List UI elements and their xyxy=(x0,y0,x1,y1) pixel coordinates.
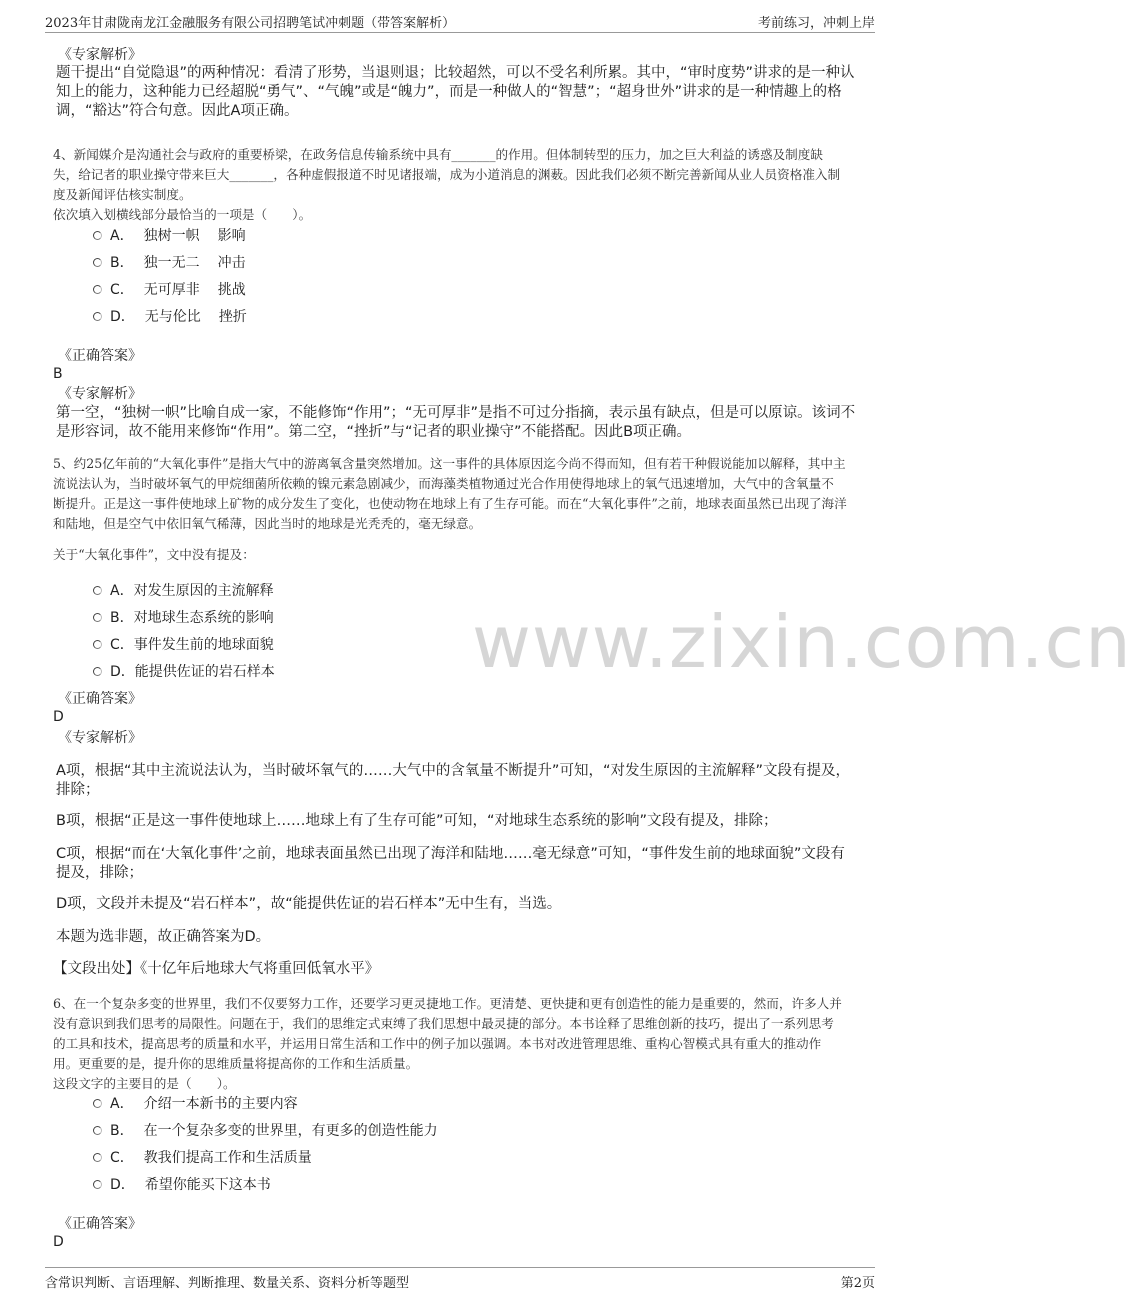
page-footer xyxy=(45,1267,875,1290)
correct-answer: B xyxy=(53,366,63,382)
question-5-stem: 5、约25亿年前的“大氧化事件”是指大气中的游离氧含量突然增加。这一事件的具体原因迄今尚不得而知，但有若干种假说能加以解释，其中主 流说法认为，当时破坏氧气的甲烷细菌所依赖的镍元素急剧减少，而海藻类植物通过光合作用使得地球上的氧气迅速增加，大气中的含氧量不 断提升。正是这一事件使地球上矿物的成分发生了变化，也使动物在地球上有了生存可能。而在“大氧化事件”之前，地球表面虽然已出现了海洋 和陆地，但是空气中依旧氧气稀薄，因此当时的地球是光秃秃的，毫无绿意。 xyxy=(53,456,847,531)
footer-note: 含常识判断、言语理解、判断推理、数量关系、资料分析等题型 xyxy=(45,1276,410,1291)
page-header xyxy=(45,10,875,33)
correct-answer: D xyxy=(53,709,64,725)
radio-icon[interactable] xyxy=(93,312,102,321)
analysis-text: 题干提出“自觉隐退”的两种情况：看清了形势，当退则退；比较超然，可以不受名利所累。其中，“审时度势”讲求的是一种认 知上的能力，这种能力已经超脱“勇气”、“气魄”或是“魄力”，而是一种做人的“智慧”；“超身世外”讲求的是一种情趣上的格 调，“豁达”符合句意。因此A项正确。 xyxy=(56,65,855,119)
correct-answer-label: 《正确答案》 xyxy=(58,348,142,364)
question-4-option-a[interactable]: A． 独树一帜 影响 xyxy=(93,225,246,247)
expert-analysis-label: 《专家解析》 xyxy=(58,47,142,63)
question-4-option-b[interactable]: B． 独一无二 冲击 xyxy=(93,252,246,274)
document-title: 2023年甘肃陇南龙江金融服务有限公司招聘笔试冲刺题（带答案解析） xyxy=(45,16,456,31)
radio-icon[interactable] xyxy=(93,1153,102,1162)
page-number: 第2页 xyxy=(840,1276,875,1291)
question-6-option-c[interactable]: C． 教我们提高工作和生活质量 xyxy=(93,1147,312,1169)
radio-icon[interactable] xyxy=(93,231,102,240)
question-6-option-a[interactable]: A． 介绍一本新书的主要内容 xyxy=(93,1093,298,1115)
expert-analysis-label: 《专家解析》 xyxy=(58,730,142,746)
radio-icon[interactable] xyxy=(93,258,102,267)
question-4-option-c[interactable]: C． 无可厚非 挑战 xyxy=(93,279,246,301)
radio-icon[interactable] xyxy=(93,586,102,595)
header-slogan: 考前练习，冲刺上岸 xyxy=(757,16,875,31)
correct-answer: D xyxy=(53,1234,64,1250)
expert-analysis-label: 《专家解析》 xyxy=(58,386,142,402)
correct-answer-label: 《正确答案》 xyxy=(58,1216,142,1232)
radio-icon[interactable] xyxy=(93,1126,102,1135)
analysis-text: 第一空，“独树一帜”比喻自成一家，不能修饰“作用”；“无可厚非”是指不可过分指摘，表示虽有缺点，但是可以原谅。该词不 是形容词，故不能用来修饰“作用”。第二空，“挫折”与“记者的职业操守”不能搭配。因此B项正确。 xyxy=(56,405,856,440)
question-6-stem: 6、在一个复杂多变的世界里，我们不仅要努力工作，还要学习更灵捷地工作。更清楚、更快捷和更有创造性的能力是重要的，然而，许多人并 没有意识到我们思考的局限性。问题在于，我们的思维定式束缚了我们思想中最灵捷的部分。本书诠释了思维创新的技巧，提出了一系列思考 的工具和技术，提高思考的质量和水平，并运用日常生活和工作中的例子加以强调。本书对改进管理思维、重构心智模式具有重大的推动作 用。更重要的是，提升你的思维质量将提高你的工作和生活质量。 这段文字的主要目的是（ ）。 xyxy=(53,996,842,1091)
radio-icon[interactable] xyxy=(93,640,102,649)
correct-answer-label: 《正确答案》 xyxy=(58,691,142,707)
analysis-option-b: B项，根据“正是这一事件使地球上……地球上有了生存可能”可知，“对地球生态系统的影响”文段有提及，排除； xyxy=(56,813,778,829)
analysis-conclusion: 本题为选非题，故正确答案为D。 xyxy=(56,929,271,945)
question-5-option-b[interactable]: B．对地球生态系统的影响 xyxy=(93,607,274,629)
passage-source: 【文段出处】《十亿年后地球大气将重回低氧水平》 xyxy=(53,961,380,977)
radio-icon[interactable] xyxy=(93,1180,102,1189)
question-5-option-d[interactable]: D．能提供佐证的岩石样本 xyxy=(93,661,275,683)
question-5-option-c[interactable]: C．事件发生前的地球面貌 xyxy=(93,634,274,656)
question-6-option-b[interactable]: B． 在一个复杂多变的世界里，有更多的创造性能力 xyxy=(93,1120,438,1142)
analysis-option-d: D项，文段并未提及“岩石样本”，故“能提供佐证的岩石样本”无中生有，当选。 xyxy=(56,896,562,912)
analysis-option-c: C项，根据“而在‘大氧化事件’之前，地球表面虽然已出现了海洋和陆地……毫无绿意”可知，“事件发生前的地球面貌”文段有 提及，排除； xyxy=(56,846,845,881)
radio-icon[interactable] xyxy=(93,667,102,676)
radio-icon[interactable] xyxy=(93,1099,102,1108)
analysis-option-a: A项，根据“其中主流说法认为，当时破坏氧气的……大气中的含氧量不断提升”可知，“对发生原因的主流解释”文段有提及， 排除； xyxy=(56,763,850,798)
watermark: www.zixin.com.cn xyxy=(472,600,1132,684)
question-5-prompt: 关于“大氧化事件”，文中没有提及： xyxy=(53,547,255,562)
question-5-option-a[interactable]: A．对发生原因的主流解释 xyxy=(93,580,274,602)
question-4-stem: 4、新闻媒介是沟通社会与政府的重要桥梁，在政务信息传输系统中具有_______的作用。但体制转型的压力，加之巨大利益的诱惑及制度缺 失，给记者的职业操守带来巨大_______，各种虚假报道不时见诸报端，成为小道消息的渊薮。因此我们必须不断完善新闻从业人员资格准入制 度及新闻评估核实制度。 依次填入划横线部分最恰当的一项是（ ）。 xyxy=(53,147,841,222)
radio-icon[interactable] xyxy=(93,285,102,294)
radio-icon[interactable] xyxy=(93,613,102,622)
question-6-option-d[interactable]: D． 希望你能买下这本书 xyxy=(93,1174,271,1196)
question-4-option-d[interactable]: D． 无与伦比 挫折 xyxy=(93,306,247,328)
